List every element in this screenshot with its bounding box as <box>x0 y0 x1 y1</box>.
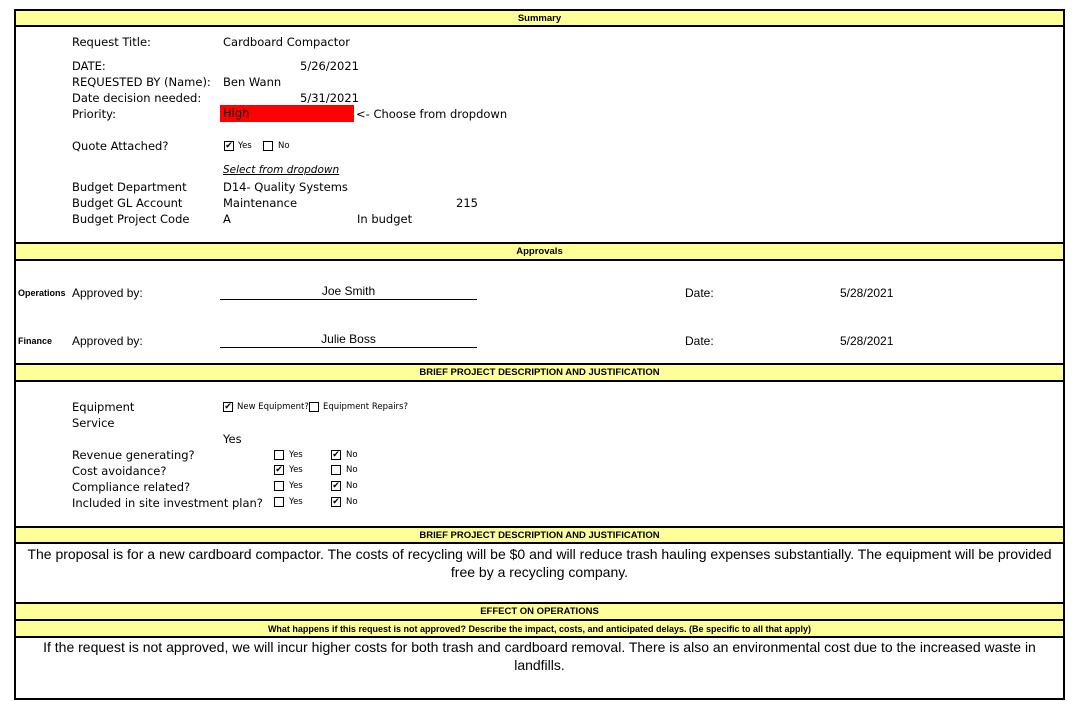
summary-header: Summary <box>16 9 1063 27</box>
revenue-no-checkbox[interactable]: ✔ <box>332 450 340 460</box>
effect-header: EFFECT ON OPERATIONS <box>16 602 1063 621</box>
operations-signature-line[interactable] <box>220 284 477 300</box>
request-title-value[interactable]: Cardboard Compactor <box>223 35 350 49</box>
requested-by-label: REQUESTED BY (Name): <box>72 75 211 89</box>
approvals-header: Approvals <box>16 242 1063 261</box>
budget-project-label: Budget Project Code <box>72 212 190 226</box>
investment-yes-checkbox[interactable] <box>274 497 284 507</box>
compliance-no-label: No <box>346 481 358 491</box>
operations-approver-name: Joe Smith <box>321 284 376 298</box>
date-label: DATE: <box>72 59 106 73</box>
quote-yes-label: Yes <box>238 141 252 151</box>
decision-date-label: Date decision needed: <box>72 91 202 105</box>
finance-date-value[interactable]: 5/28/2021 <box>840 334 894 348</box>
revenue-no-label: No <box>346 450 358 460</box>
investment-yes-label: Yes <box>289 497 303 507</box>
investment-no-checkbox[interactable]: ✔ <box>332 497 340 507</box>
revenue-yes-label: Yes <box>289 450 303 460</box>
finance-date-label: Date: <box>685 334 714 348</box>
budget-gl-number[interactable]: 215 <box>456 196 478 210</box>
quote-attached-label: Quote Attached? <box>72 139 169 153</box>
justification-text[interactable]: The proposal is for a new cardboard compactor. The costs of recycling will be $0 and will reduce trash hauling expenses substantially. The equipment will be provided free by a recycling company. <box>27 546 1052 580</box>
effect-text[interactable]: If the request is not approved, we will incur higher costs for both trash and cardboard removal. There is also an environmental cost due to the increased waste in landfills. <box>43 639 1036 673</box>
priority-dropdown[interactable]: High <box>220 105 354 122</box>
cost-yes-label: Yes <box>289 465 303 475</box>
service-label: Service <box>72 416 115 430</box>
equipment-label: Equipment <box>72 400 135 414</box>
investment-no-label: No <box>346 497 358 507</box>
justification-header: BRIEF PROJECT DESCRIPTION AND JUSTIFICATION <box>16 526 1063 544</box>
budget-department-label: Budget Department <box>72 180 187 194</box>
equipment-repairs-checkbox[interactable] <box>309 402 319 412</box>
finance-approved-label: Approved by: <box>72 334 143 348</box>
budget-department-value[interactable]: D14- Quality Systems <box>223 180 348 194</box>
priority-label: Priority: <box>72 107 116 121</box>
revenue-yes-checkbox[interactable] <box>274 450 284 460</box>
operations-dept-label: Operations <box>18 288 66 298</box>
compliance-no-checkbox[interactable]: ✔ <box>332 481 340 491</box>
cost-no-label: No <box>346 465 358 475</box>
decision-date-value[interactable]: 5/31/2021 <box>300 91 359 105</box>
operations-date-value[interactable]: 5/28/2021 <box>840 286 894 300</box>
requested-by-value[interactable]: Ben Wann <box>223 75 282 89</box>
date-value[interactable]: 5/26/2021 <box>300 59 359 73</box>
cost-avoidance-label: Cost avoidance? <box>72 464 167 478</box>
quote-no-label: No <box>278 141 290 151</box>
capital-request-form <box>14 9 1065 700</box>
budget-gl-label: Budget GL Account <box>72 196 183 210</box>
quote-yes-checkbox[interactable]: ✔ <box>225 141 233 151</box>
effect-subheader: What happens if this request is not approved? Describe the impact, costs, and anticipated delays. (Be specific to all that apply) <box>16 619 1063 638</box>
service-value[interactable]: Yes <box>223 432 242 446</box>
compliance-related-label: Compliance related? <box>72 480 191 494</box>
budget-gl-value[interactable]: Maintenance <box>223 196 298 210</box>
operations-approved-label: Approved by: <box>72 286 143 300</box>
operations-date-label: Date: <box>685 286 714 300</box>
equipment-repairs-label: Equipment Repairs? <box>323 402 408 412</box>
finance-approver-name: Julie Boss <box>321 332 376 346</box>
cost-no-checkbox[interactable] <box>331 465 341 475</box>
investment-plan-label: Included in site investment plan? <box>72 496 263 510</box>
description-header: BRIEF PROJECT DESCRIPTION AND JUSTIFICATION <box>16 363 1063 382</box>
budget-status: In budget <box>357 212 413 226</box>
compliance-yes-label: Yes <box>289 481 303 491</box>
new-equipment-checkbox[interactable]: ✔ <box>224 402 232 412</box>
priority-hint: <- Choose from dropdown <box>356 107 508 121</box>
cost-yes-checkbox[interactable]: ✔ <box>275 465 283 475</box>
revenue-generating-label: Revenue generating? <box>72 448 195 462</box>
budget-project-value[interactable]: A <box>223 212 231 226</box>
request-title-label: Request Title: <box>72 35 151 49</box>
finance-signature-line[interactable] <box>220 332 477 348</box>
select-dropdown-hint: Select from dropdown <box>223 164 340 176</box>
quote-no-checkbox[interactable] <box>263 141 273 151</box>
new-equipment-label: New Equipment? <box>237 402 309 412</box>
finance-dept-label: Finance <box>18 336 53 346</box>
compliance-yes-checkbox[interactable] <box>274 481 284 491</box>
